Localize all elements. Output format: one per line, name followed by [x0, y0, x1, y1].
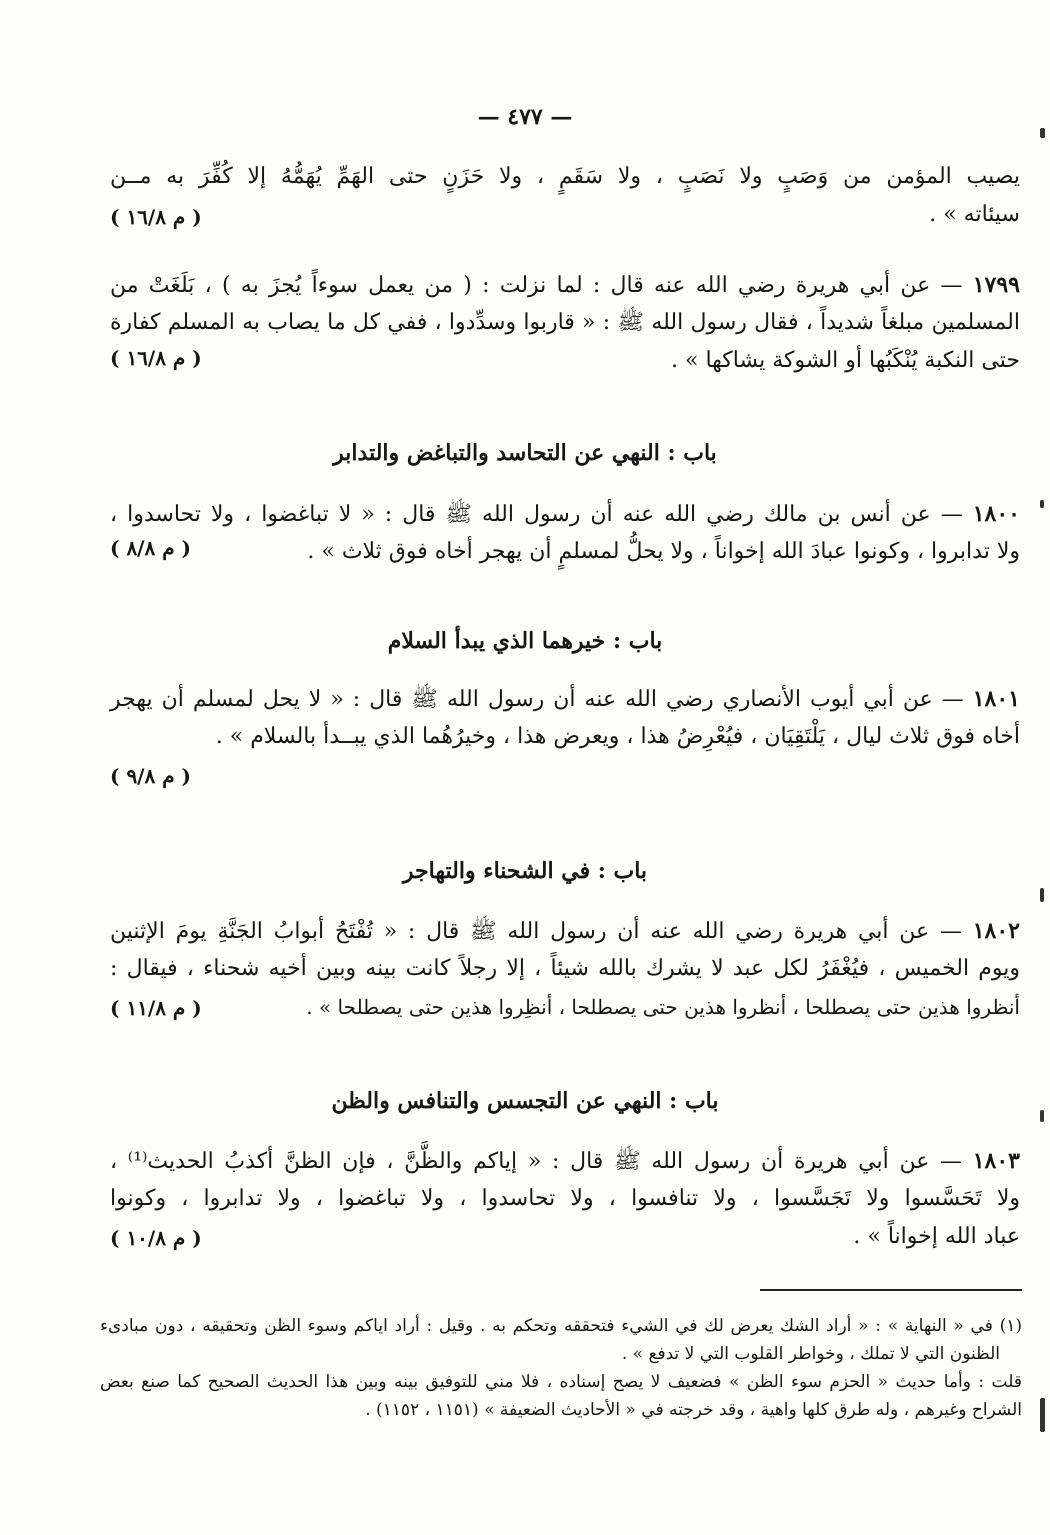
- section-heading: باب : النهي عن التحاسد والتباغض والتدابر: [333, 440, 717, 466]
- entry-line: ويوم الخميس ، فيُغْفَرُ لكل عبد لا يشرك بالله شيئاً ، إلا رجلاً كانت بينه وبين أخيه شحناء ، فيقال :: [110, 956, 1020, 981]
- entry-line: سيئاته » .: [929, 202, 1020, 227]
- entry-line: يصيب المؤمن من وَصَبٍ ولا نَصَبٍ ، ولا سَقَمٍ ، ولا حَزَنٍ حتى الهَمِّ يُهَمُّهُ إلا كُفِّرَ به مــن: [110, 164, 1020, 189]
- entry-line: ولا تَحَسَّسوا ولا تَجَسَّسوا ، ولا تنافسوا ، ولا تحاسدوا ، ولا تباغضوا ، ولا تدابروا ، وكونوا: [110, 1186, 1020, 1211]
- hadith-1802: [110, 912, 1020, 1026]
- entry-line: أنظروا هذين حتى يصطلحا ، أنظروا هذين حتى يصطلحا ، أنظِروا هذين حتى يصطلحا » .: [306, 995, 1020, 1019]
- entry-line: [110, 266, 1020, 304]
- entry-line-text: — عن أبي هريرة رضي الله عنه قال : لما نزلت : ( من يعمل سوءاً يُجزَ به ) ، بَلَغَتْ من: [110, 273, 963, 298]
- entry-line: عباد الله إخواناً » .: [853, 1224, 1020, 1249]
- entry-line: أخاه فوق ثلاث ليال ، يَلْتَقِيَان ، فيُعْرِضُ هذا ، ويعرض هذا ، وخيرُهُما الذي يبــدأ بالسلام » .: [215, 724, 1020, 749]
- source-reference: ( م ١٦/٨ ): [110, 205, 202, 229]
- entry-line: حتى النكبة يُنْكَبُها أو الشوكة يشاكها » .: [671, 348, 1020, 373]
- footnote-line: الظنون التي لا تملك ، وخواطر القلوب التي لا تدفع » .: [621, 1344, 1000, 1364]
- entry-continuation: [110, 158, 1020, 234]
- hadith-1800: [110, 495, 1020, 571]
- entry-line-text: — عن أبي هريرة رضي الله عنه أن رسول الله ﷺ قال : « تُفْتَحُ أبوابُ الجَنَّةِ يومَ الإثنين: [110, 919, 962, 944]
- footnotes: [100, 1312, 1022, 1424]
- section-heading: باب : في الشحناء والتهاجر: [402, 858, 648, 884]
- hadith-1803: [110, 1142, 1020, 1256]
- entry-line: [110, 912, 1020, 950]
- hadith-number: ١٨٠٠: [972, 501, 1020, 527]
- hadith-number: ١٨٠١: [972, 686, 1020, 712]
- entry-line-text: — عن أبي أيوب الأنصاري رضي الله عنه أن رسول الله ﷺ قال : « لا يحل لمسلم أن يهجر: [110, 687, 964, 712]
- entry-line: [110, 680, 1020, 718]
- entry-line: المسلمين مبلغاً شديداً ، فقال رسول الله ﷺ : « قاربوا وسدِّدوا ، ففي كل ما يصاب به المسلم كفارة: [110, 310, 1020, 335]
- footnote-line: الشراح وغيرهم ، وله طرق كلها واهية ، وقد خرجته في « الأحاديث الضعيفة » (١١٥١ ، ١١٥٢) .: [365, 1400, 1022, 1420]
- hadith-number: ١٨٠٣: [972, 1148, 1020, 1174]
- entry-line-text: — عن أبي هريرة أن رسول الله ﷺ قال : « إياكم والظَّنَّ ، فإن الظنَّ أكذبُ الحديث⁽¹⁾ ،: [110, 1149, 963, 1174]
- source-reference: ( م ١٠/٨ ): [110, 1226, 202, 1250]
- scan-speck: [1040, 1398, 1045, 1432]
- scan-speck: [1040, 500, 1044, 508]
- source-reference: ( م ١١/٨ ): [110, 996, 202, 1020]
- section-heading: باب : خيرهما الذي يبدأ السلام: [387, 628, 663, 654]
- entry-line: ولا تدابروا ، وكونوا عبادَ الله إخواناً ، ولا يحلُّ لمسلمٍ أن يهجر أخاه فوق ثلاث » .: [307, 539, 1020, 564]
- scan-speck: [1040, 1110, 1044, 1122]
- scan-speck: [1040, 128, 1045, 138]
- source-reference: ( م ٨/٨ ): [110, 536, 192, 560]
- footnote-line: قلت : وأما حديث « الحزم سوء الظن » فضعيف لا يصح إسناده ، فلا مني للتوفيق بينه وبين هذا الحديث الصحيح كما صنع بعض: [100, 1372, 1022, 1392]
- hadith-number: ١٧٩٩: [972, 272, 1020, 298]
- footnote-separator: [760, 1289, 1022, 1291]
- section-heading: باب : النهي عن التجسس والتنافس والظن: [331, 1088, 719, 1114]
- page-number: — ٤٧٧ —: [477, 104, 573, 130]
- scan-speck: [1040, 888, 1044, 902]
- source-reference: ( م ١٦/٨ ): [110, 346, 202, 370]
- entry-line-text: — عن أنس بن مالك رضي الله عنه أن رسول الله ﷺ قال : « لا تباغضوا ، ولا تحاسدوا ،: [110, 502, 963, 527]
- footnote-line: (١) في « النهاية » : « أراد الشك يعرض لك في الشيء فتحققه وتحكم به . وقيل : أراد اياكم وسوء الظن وتحقيقه ، دون مبادىء: [100, 1316, 1022, 1336]
- entry-line: [110, 495, 1020, 533]
- entry-line: [110, 1142, 1020, 1180]
- source-reference: ( م ٩/٨ ): [110, 764, 192, 788]
- hadith-number: ١٨٠٢: [972, 918, 1020, 944]
- hadith-1799: [110, 266, 1020, 380]
- hadith-1801: [110, 680, 1020, 756]
